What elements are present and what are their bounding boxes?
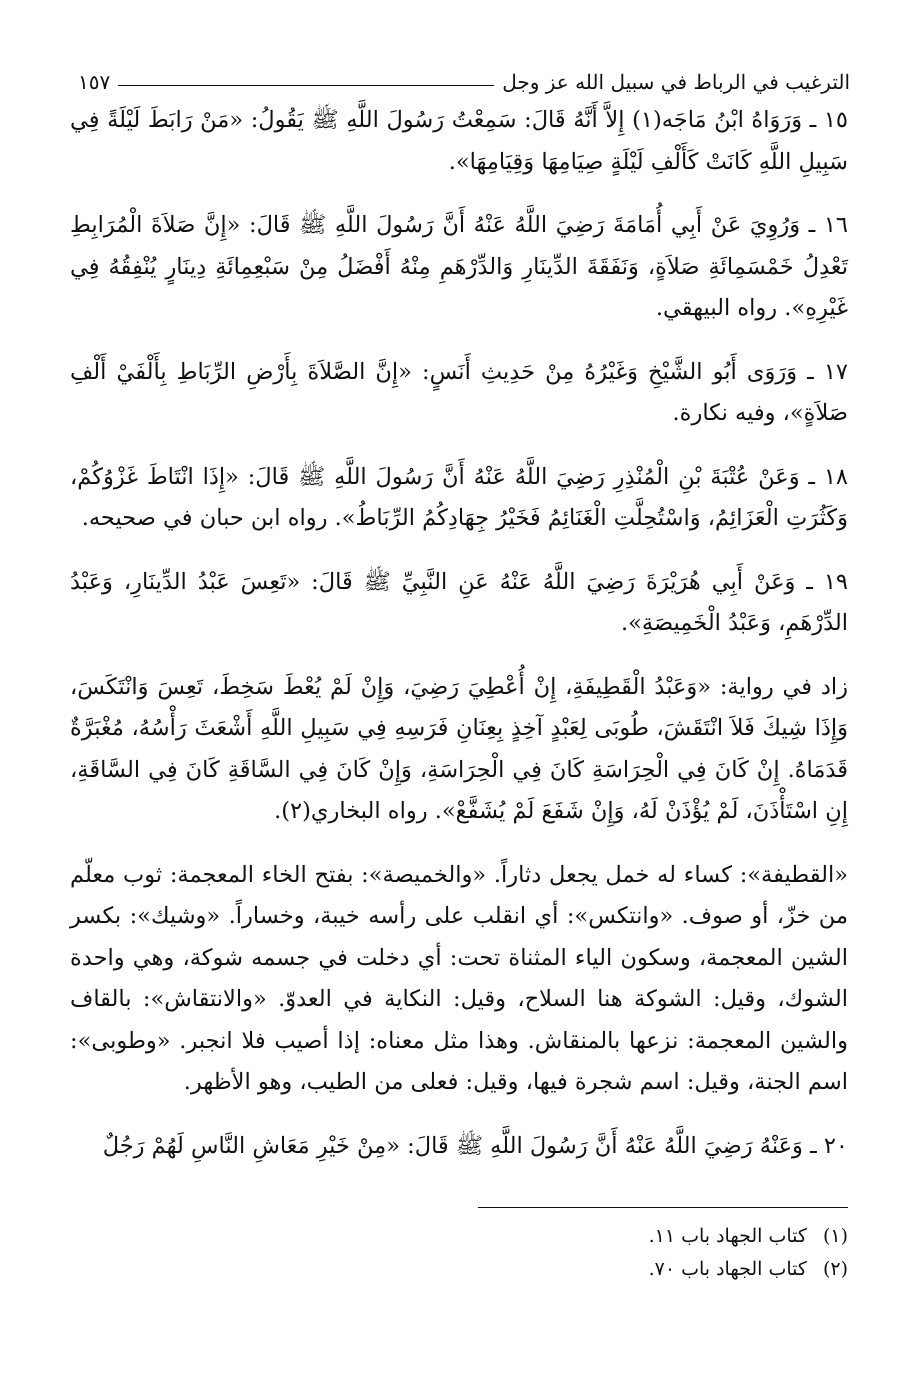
- footnote-separator: [478, 1207, 848, 1208]
- page-body: [70, 100, 848, 1167]
- page-number: ١٥٧: [78, 70, 111, 94]
- hadith-17: ١٧ ـ وَرَوَى أَبُو الشَّيْخِ وَغَيْرُهُ مِنْ حَدِيثِ أَنَسٍ: «إِنَّ الصَّلاَةَ بِأَرْضِ الرِّبَاطِ بِأَلْفَيْ أَلْفِ صَلاَةٍ»، وفيه نكارة.: [70, 358, 848, 426]
- header-rule: [118, 85, 494, 86]
- hadith-20: ٢٠ ـ وَعَنْهُ رَضِيَ اللَّهُ عَنْهُ أَنَّ رَسُولَ اللَّهِ ﷺ قَالَ: «مِنْ خَيْرِ مَعَاشِ النَّاسِ لَهُمْ رَجُلٌ: [102, 1132, 848, 1159]
- running-header: [78, 58, 850, 94]
- footnotes: [300, 1220, 848, 1286]
- footnote-text: كتاب الجهاد باب ٧٠.: [648, 1258, 807, 1280]
- footnote-number: (٢): [822, 1258, 848, 1280]
- footnote-number: (١): [822, 1225, 848, 1247]
- hadith-18: ١٨ ـ وَعَنْ عُتْبَةَ بْنِ الْمُنْذِرِ رَضِيَ اللَّهُ عَنْهُ أَنَّ رَسُولَ اللَّهِ ﷺ قَالَ: «إِذَا انْتَاطَ غَزْوُكُمْ، وَكَثُرَتِ الْعَزَائِمُ، وَاسْتُحِلَّتِ الْغَنَائِمُ فَخَيْرُ جِهَادِكُمُ الرِّبَاطُ». رواه ابن حبان في صحيحه.: [70, 463, 848, 531]
- footnote: [300, 1220, 848, 1253]
- footnote: [300, 1253, 848, 1286]
- hadith-15: ١٥ ـ وَرَوَاهُ ابْنُ مَاجَه(١) إِلاَّ أَنَّهُ قَالَ: سَمِعْتُ رَسُولَ اللَّهِ ﷺ يَقُولُ: «مَنْ رَابَطَ لَيْلَةً فِي سَبِيلِ اللَّهِ كَانَتْ كَأَلْفِ لَيْلَةٍ صِيَامِهَا وَقِيَامِهَا».: [70, 107, 848, 175]
- hadith-16: ١٦ ـ وَرُوِيَ عَنْ أَبِي أُمَامَةَ رَضِيَ اللَّهُ عَنْهُ أَنَّ رَسُولَ اللَّهِ ﷺ قَالَ: «إِنَّ صَلاَةَ الْمُرَابِطِ تَعْدِلُ خَمْسَمِائَةِ صَلاَةٍ، وَنَفَقَةَ الدِّينَارِ وَالدِّرْهَمِ مِنْهُ أَفْضَلُ مِنْ سَبْعِمِائَةِ دِينَارٍ يُنْفِقُهُ فِي غَيْرِهِ». رواه البيهقي.: [70, 212, 848, 321]
- hadith-19-addition: زاد في رواية: «وَعَبْدُ الْقَطِيفَةِ، إِنْ أُعْطِيَ رَضِيَ، وَإِنْ لَمْ يُعْطَ سَخِطَ، تَعِسَ وَانْتَكَسَ، وَإِذَا شِيكَ فَلاَ انْتَقَشَ، طُوبَى لِعَبْدٍ آخِذٍ بِعِنَانِ فَرَسِهِ فِي سَبِيلِ اللَّهِ أَشْعَثَ رَأْسُهُ، مُغْبَرَّةٌ قَدَمَاهُ. إِنْ كَانَ فِي الْحِرَاسَةِ كَانَ فِي الْحِرَاسَةِ، وَإِنْ كَانَ فِي السَّاقَةِ كَانَ فِي السَّاقَةِ، إِنِ اسْتَأْذَنَ، لَمْ يُؤْذَنْ لَهُ، وَإِنْ شَفَعَ لَمْ يُشَفَّعْ». رواه البخاري(٢).: [70, 673, 848, 824]
- glossary-paragraph: «القطيفة»: كساء له خمل يجعل دثاراً. «والخميصة»: بفتح الخاء المعجمة: ثوب معلّم من خزّ، أو صوف. «وانتكس»: أي انقلب على رأسه خيبة، وخساراً. «وشيك»: بكسر الشين المعجمة، وسكون الياء المثناة تحت: أي دخلت في جسمه شوكة، وهي واحدة الشوك، وقيل: الشوكة هنا السلاح، وقيل: النكاية في العدوّ. «والانتقاش»: بالقاف والشين المعجمة: نزعها بالمنقاش. وهذا مثل معناه: إذا أصيب فلا انجبر. «وطوبى»: اسم الجنة، وقيل: اسم شجرة فيها، وقيل: فعلى من الطيب، وهو الأظهر.: [70, 861, 848, 1095]
- running-title: الترغيب في الرباط في سبيل الله عز وجل: [502, 70, 850, 94]
- footnote-text: كتاب الجهاد باب ١١.: [648, 1225, 807, 1247]
- hadith-19: ١٩ ـ وَعَنْ أَبِي هُرَيْرَةَ رَضِيَ اللَّهُ عَنْهُ عَنِ النَّبِيِّ ﷺ قَالَ: «تَعِسَ عَبْدُ الدِّينَارِ، وَعَبْدُ الدِّرْهَمِ، وَعَبْدُ الْخَمِيصَةِ».: [70, 568, 848, 636]
